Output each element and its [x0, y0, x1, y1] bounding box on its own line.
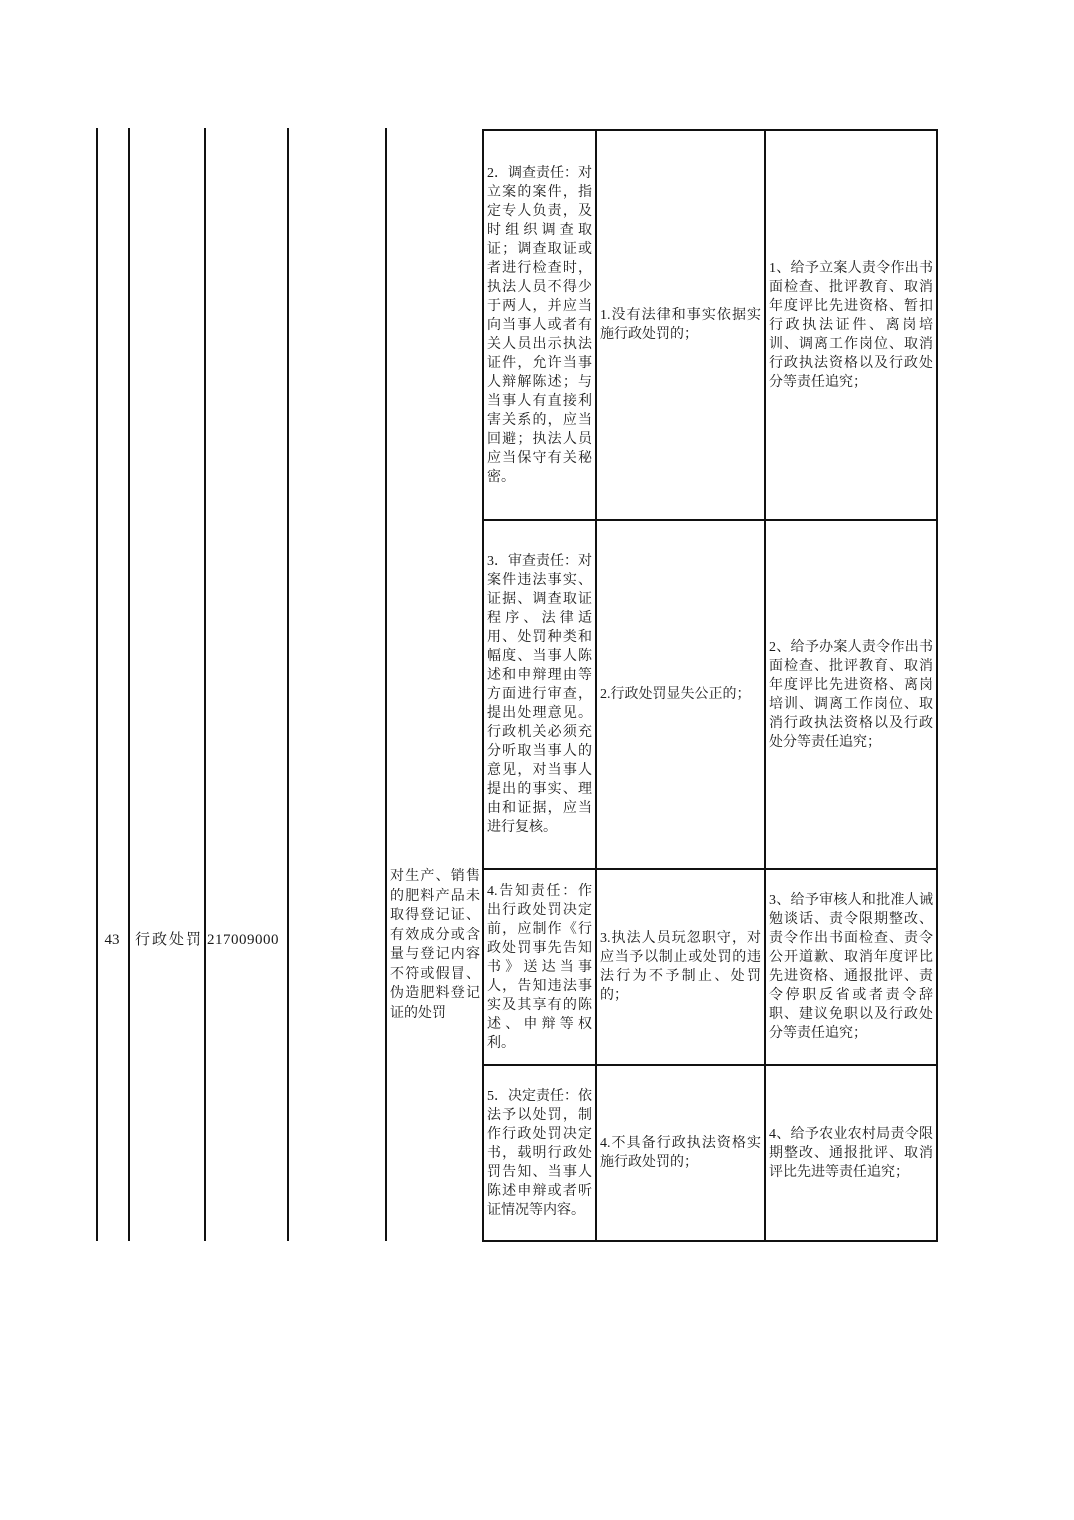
duty-text: 4.告知责任：作出行政处罚决定前，应制作《行政处罚事先告知书》送达当事人，告知违法事实及其享有的陈述、申辩等权利。: [487, 883, 592, 1051]
duty-table: [482, 129, 938, 1242]
table-column-divider: [287, 128, 289, 1241]
table-row: [483, 520, 937, 869]
accountability-cell: [765, 520, 937, 869]
situation-text: 1.没有法律和事实依据实施行政处罚的；: [600, 308, 761, 342]
duty-cell: [483, 869, 596, 1065]
duty-cell: [483, 130, 596, 520]
accountability-text: 3、给予审核人和批准人诫勉谈话、责令限期整改、责令作出书面检查、责令公开道歉、取消年度评比先进资格、通报批评、责令停职反省或者责令辞职、建议免职以及行政处分等责任追究；: [769, 893, 933, 1041]
table-row: [483, 130, 937, 520]
duty-text: 3．审查责任：对案件违法事实、证据、调查取证程序、法律适用、处罚种类和幅度、当事人陈述和申辩理由等方面进行审查，提出处理意见。行政机关必须充分听取当事人的意见，对当事人提出的事实、理由和证据，应当进行复核。: [487, 554, 592, 835]
situation-cell: [596, 520, 765, 869]
accountability-cell: [765, 1065, 937, 1241]
accountability-cell: [765, 869, 937, 1065]
duty-text: 2．调查责任：对立案的案件，指定专人负责，及时组织调查取证；调查取证或者进行检查时，执法人员不得少于两人，并应当向当事人或者有关人员出示执法证件，允许当事人辩解陈述；与当事人有直接利害关系的，应当回避；执法人员应当保守有关秘密。: [487, 165, 592, 485]
situation-text: 4.不具备行政执法资格实施行政处罚的；: [600, 1136, 761, 1170]
table-column-divider: [96, 128, 98, 1241]
accountability-text: 1、给予立案人责令作出书面检查、批评教育、取消年度评比先进资格、暂扣行政执法证件、离岗培训、调离工作岗位、取消行政执法资格以及行政处分等责任追究；: [769, 260, 933, 390]
table-column-divider: [128, 128, 130, 1241]
accountability-cell: [765, 130, 937, 520]
duty-cell: [483, 520, 596, 869]
power-code: 217009000: [207, 932, 279, 948]
power-type: 行政处罚: [135, 932, 204, 948]
table-row: [483, 1065, 937, 1241]
situation-cell: [596, 1065, 765, 1241]
power-name: 对生产、销售的肥料产品未取得登记证、有效成分或含量与登记内容不符或假冒、伪造肥料登记证的处罚: [390, 869, 480, 1021]
situation-cell: [596, 869, 765, 1065]
situation-text: 3.执法人员玩忽职守，对应当予以制止或处罚的违法行为不予制止、处罚的；: [600, 931, 761, 1003]
table-column-divider: [204, 128, 206, 1241]
accountability-text: 4、给予农业农村局责令限期整改、通报批评、取消评比先进等责任追究；: [769, 1126, 933, 1180]
table-row: [483, 869, 937, 1065]
row-number: 43: [104, 932, 120, 948]
duty-text: 5．决定责任：依法予以处罚，制作行政处罚决定书，载明行政处罚告知、当事人陈述申辩或者听证情况等内容。: [487, 1088, 592, 1218]
accountability-text: 2、给予办案人责令作出书面检查、批评教育、取消年度评比先进资格、离岗培训、调离工作岗位、取消行政执法资格以及行政处分等责任追究；: [769, 639, 933, 750]
situation-cell: [596, 130, 765, 520]
table-column-divider: [385, 128, 387, 1241]
duty-cell: [483, 1065, 596, 1241]
situation-text: 2.行政处罚显失公正的；: [600, 687, 751, 702]
